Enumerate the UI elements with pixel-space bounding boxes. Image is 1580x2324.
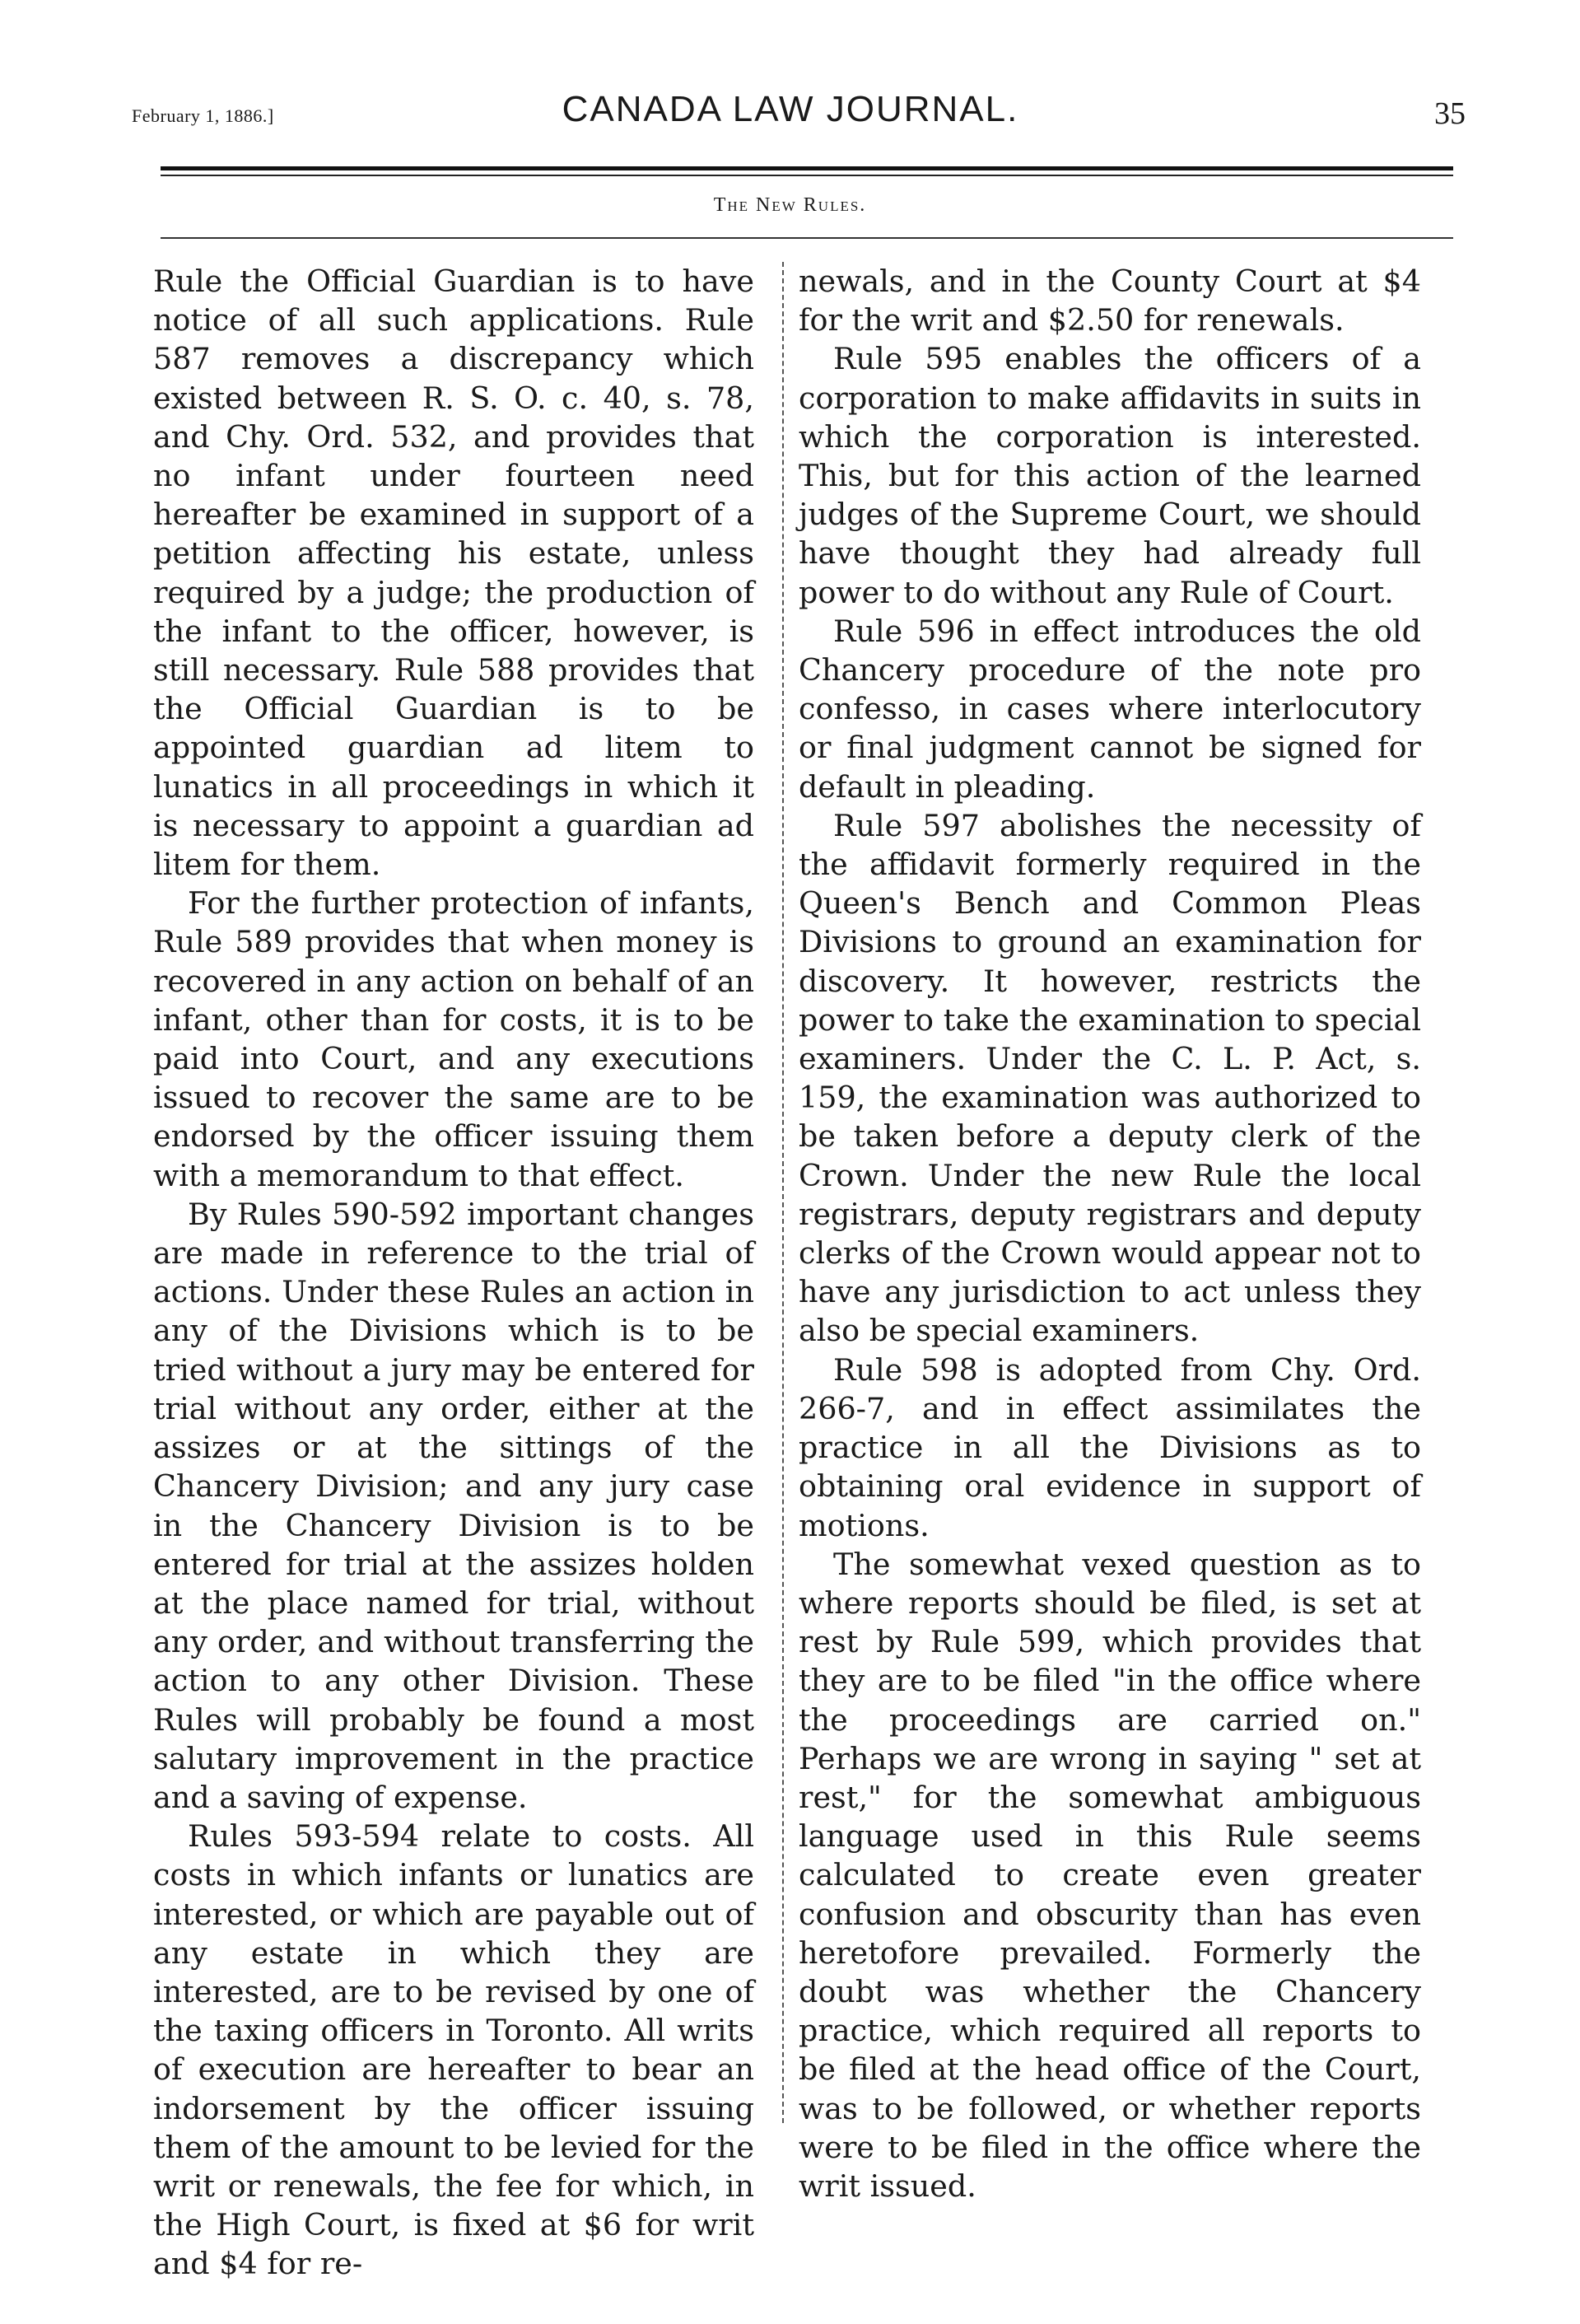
journal-title: CANADA LAW JOURNAL. [562,89,1019,129]
paragraph: Rule 598 is adopted from Chy. Ord. 266-7, and in effect assimilates the practice in all the Divisions as to obtaining oral evidence in support of motions. [799,1351,1421,1543]
left-column [153,262,754,2284]
section-rule [161,237,1453,239]
header-rule-thin [161,175,1453,176]
header-rule-thick [161,166,1453,170]
paragraph: Rule 596 in effect introduces the old Chancery procedure of the note pro confesso, in cases where interlocutory or final judgment cannot be signed for default in pleading. [799,613,1421,805]
column-divider [782,262,784,2123]
paragraph: Rule the Official Guardian is to have notice of all such applications. Rule 587 removes a discrepancy which existed between R. S. O. c. 40, s. 78, and Chy. Ord. 532, and provides that no infant under fourteen need hereafter be examined in support of a petition affecting his estate, unless required by a judge; the production of the infant to the officer, however, is still necessary. Rule 588 provides that the Official Guardian is to be appointed guardian ad litem to lunatics in all proceedings in which it is necessary to appoint a guardian ad litem for them. [153,264,754,883]
paragraph: For the further protection of infants, Rule 589 provides that when money is recovered in any action on behalf of an infant, other than for costs, it is to be paid into Court, and any executions issued to recover the same are to be endorsed by the officer issuing them with a memorandum to that effect. [153,885,754,1193]
paragraph: newals, and in the County Court at $4 for the writ and $2.50 for renewals. [799,264,1421,338]
paragraph: The somewhat vexed question as to where reports should be filed, is set at rest by Rule 599, which provides that they are to be filed "in the office where the proceedings are carried on." Perhaps we are wrong in saying " set at rest," for the somewhat ambiguous language used in this Rule seems calculated to create even greater confusion and obscurity than has even heretofore prevailed. Formerly the doubt was whether the Chancery practice, which required all reports to be filed at the head office of the Court, was to be followed, or whether reports were to be filed in the office where the writ issued. [799,1546,1421,2204]
paragraph: Rules 593-594 relate to costs. All costs in which infants or lunatics are interested, or which are payable out of any estate in which they are interested, are to be revised by one of the taxing officers in Toronto. All writs of execution are hereafter to bear an indorsement by the officer issuing them of the amount to be levied for the writ or renewals, the fee for which, in the High Court, is fixed at $6 for writ and $4 for re- [153,1818,754,2282]
paragraph: Rule 595 enables the officers of a corporation to make affidavits in suits in which the corporation is interested. This, but for this action of the learned judges of the Supreme Court, we should have thought they had already full power to do without any Rule of Court. [799,341,1421,610]
issue-date: February 1, 1886.] [132,105,274,126]
page-number: 35 [1434,96,1466,131]
paragraph: By Rules 590-592 important changes are made in reference to the trial of actions. Under these Rules an action in any of the Divisions which is to be tried without a jury may be entered for trial without any order, either at the assizes or at the sittings of the Chancery Division; and any jury case in the Chancery Division is to be entered for trial at the assizes holden at the place named for trial, without any order, and without transferring the action to any other Division. These Rules will probably be found a most salutary improvement in the practice and a saving of expense. [153,1196,754,1815]
page-header [132,82,1466,132]
section-title: The New Rules. [713,194,867,216]
right-column [799,262,1421,2205]
paragraph: Rule 597 abolishes the necessity of the affidavit formerly required in the Queen's Bench and Common Pleas Divisions to ground an examination for discovery. It however, restricts the power to take the examination to special examiners. Under the C. L. P. Act, s. 159, the examination was authorized to be taken before a deputy clerk of the Crown. Under the new Rule the local registrars, deputy registrars and deputy clerks of the Crown would appear not to have any jurisdiction to act unless they also be special examiners. [799,807,1421,1349]
